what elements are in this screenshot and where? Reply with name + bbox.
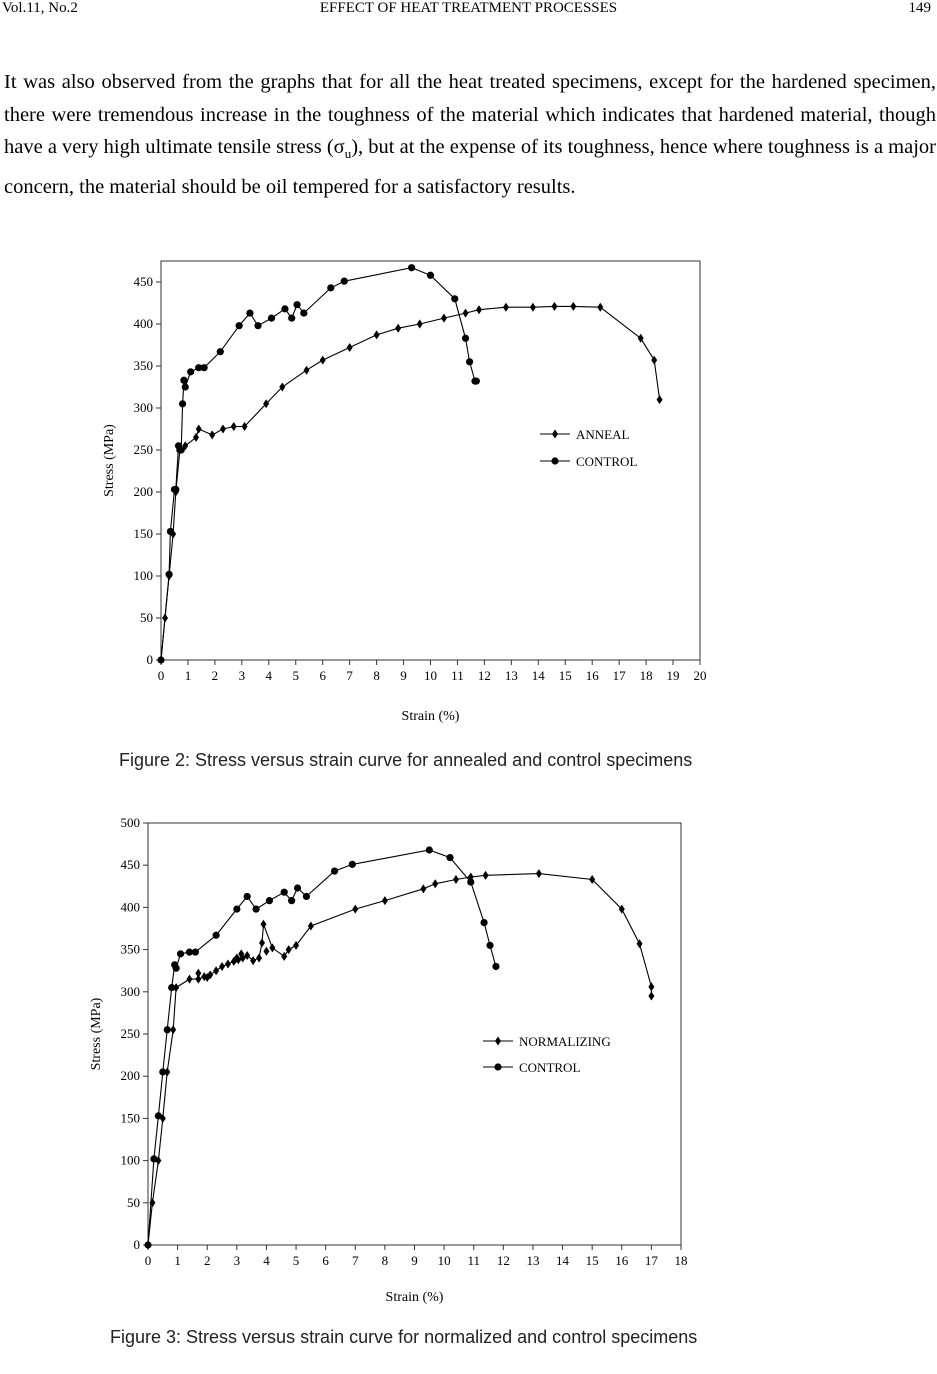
x-tick-label: 1 (174, 1253, 181, 1268)
x-tick-label: 13 (526, 1253, 540, 1268)
y-tick-label: 100 (133, 568, 153, 583)
data-point (225, 959, 231, 968)
x-tick-label: 5 (292, 1253, 300, 1268)
data-point (263, 947, 269, 956)
data-point (483, 871, 489, 880)
data-point (395, 324, 401, 333)
legend-label: CONTROL (576, 454, 638, 469)
x-tick-label: 18 (674, 1253, 688, 1268)
x-tick-label: 18 (639, 668, 653, 683)
data-point (347, 343, 353, 352)
data-point (244, 893, 251, 900)
data-point (252, 905, 259, 912)
legend-label: NORMALIZING (519, 1034, 611, 1049)
data-point (186, 975, 192, 984)
data-point (427, 272, 434, 279)
x-tick-label: 17 (612, 668, 626, 683)
x-tick-label: 14 (556, 1253, 570, 1268)
data-point (195, 969, 201, 978)
x-axis-label: Strain (%) (401, 709, 460, 724)
y-tick-label: 100 (120, 1152, 140, 1168)
data-point (441, 314, 447, 323)
data-point (476, 305, 482, 314)
x-tick-label: 5 (292, 668, 299, 683)
data-point (213, 966, 219, 975)
data-point (236, 322, 243, 329)
data-point (192, 949, 199, 956)
data-point (269, 943, 275, 952)
x-tick-label: 14 (531, 668, 545, 683)
y-tick-label: 50 (127, 1194, 140, 1210)
figure-3-chart (0, 810, 937, 1320)
y-tick-label: 350 (120, 941, 140, 957)
data-point (231, 422, 237, 431)
data-point (570, 302, 576, 311)
x-tick-label: 15 (585, 1253, 599, 1268)
y-tick-label: 200 (133, 484, 153, 499)
data-point (349, 861, 356, 868)
series-line-control (161, 268, 476, 660)
y-axis-label: Stress (MPa) (102, 424, 117, 497)
paragraph-text-2: ), but at the expense of its toughness, hence where toughness is a major concern, the material should be oil tempered for a satisfactory results. (4, 136, 936, 198)
x-tick-label: 0 (157, 668, 165, 683)
data-point (201, 364, 208, 371)
data-point (473, 378, 480, 385)
data-point (293, 301, 300, 308)
x-tick-label: 2 (203, 1253, 211, 1268)
series-line-anneal (161, 306, 660, 660)
y-tick-label: 250 (133, 442, 153, 457)
body-paragraph (4, 66, 936, 203)
data-point (179, 400, 186, 407)
data-point (382, 896, 388, 905)
data-point (341, 278, 348, 285)
data-point (213, 932, 220, 939)
data-point (187, 368, 194, 375)
figure-2-caption: Figure 2: Stress versus strain curve for annealed and control specimens (119, 750, 693, 770)
data-point (170, 1025, 176, 1034)
x-tick-label: 2 (211, 668, 219, 683)
y-tick-label: 0 (133, 1237, 140, 1252)
x-tick-label: 7 (346, 668, 353, 683)
data-point (288, 897, 295, 904)
x-tick-label: 6 (322, 1253, 329, 1268)
x-tick-label: 16 (585, 668, 599, 683)
y-tick-label: 50 (140, 610, 153, 625)
y-tick-label: 500 (120, 815, 140, 830)
data-point (453, 875, 459, 884)
page-number: 149 (908, 0, 931, 16)
running-title: EFFECT OF HEAT TREATMENT PROCESSES (319, 0, 618, 16)
figure-2-chart (0, 250, 937, 750)
y-tick-label: 300 (133, 400, 153, 415)
x-tick-label: 8 (381, 1253, 389, 1268)
data-point (233, 905, 240, 912)
data-point (417, 320, 423, 329)
series-control (144, 846, 499, 1248)
legend-marker (494, 1063, 501, 1070)
data-point (486, 942, 493, 949)
y-tick-label: 400 (133, 316, 153, 331)
data-point (167, 528, 174, 535)
data-point (451, 295, 458, 302)
data-point (193, 433, 199, 442)
x-tick-label: 17 (644, 1253, 658, 1268)
y-tick-label: 150 (133, 526, 153, 541)
data-point (250, 956, 256, 965)
data-point (157, 656, 164, 663)
series-line-control (148, 850, 496, 1245)
y-tick-label: 450 (120, 857, 140, 873)
y-tick-label: 400 (120, 899, 140, 915)
x-tick-label: 9 (411, 1253, 418, 1268)
data-point (266, 897, 273, 904)
data-point (589, 875, 595, 884)
data-point (462, 335, 469, 342)
y-tick-label: 200 (120, 1068, 140, 1084)
y-tick-label: 150 (120, 1110, 140, 1126)
data-point (165, 571, 172, 578)
data-point (432, 879, 438, 888)
data-point (503, 303, 509, 312)
data-point (182, 383, 189, 390)
x-tick-label: 19 (666, 668, 680, 683)
legend-marker (552, 430, 558, 439)
data-point (597, 303, 603, 312)
x-tick-label: 7 (352, 1253, 359, 1268)
data-point (172, 486, 179, 493)
x-tick-label: 1 (184, 668, 192, 683)
data-point (178, 446, 185, 453)
data-point (219, 962, 225, 971)
data-point (304, 366, 310, 375)
data-point (480, 919, 487, 926)
data-point (426, 846, 433, 853)
x-tick-label: 16 (615, 1253, 629, 1268)
x-axis-label: Strain (%) (385, 1290, 444, 1305)
data-point (159, 1068, 166, 1075)
x-tick-label: 12 (477, 668, 491, 683)
x-tick-label: 13 (504, 668, 518, 683)
x-tick-label: 9 (400, 668, 407, 683)
y-tick-label: 0 (146, 652, 153, 667)
data-point (168, 984, 175, 991)
x-tick-label: 15 (558, 668, 572, 683)
x-tick-label: 4 (263, 1253, 270, 1268)
data-point (256, 954, 262, 963)
sigma-subscript: u (344, 146, 352, 162)
data-point (209, 430, 215, 439)
y-tick-label: 350 (133, 358, 153, 373)
data-point (177, 950, 184, 957)
x-tick-label: 12 (496, 1253, 510, 1268)
x-tick-label: 0 (144, 1253, 152, 1268)
figure-3-caption: Figure 3: Stress versus strain curve for normalized and control specimens (110, 1327, 698, 1347)
x-tick-label: 6 (319, 668, 326, 683)
y-axis-label: Stress (MPa) (89, 997, 104, 1071)
data-point (467, 878, 474, 885)
y-tick-label: 250 (120, 1026, 140, 1041)
data-point (288, 315, 295, 322)
series-anneal (158, 302, 663, 665)
data-point (466, 358, 473, 365)
data-point (180, 377, 187, 384)
data-point (279, 383, 285, 392)
data-point (263, 399, 269, 408)
data-point (150, 1155, 157, 1162)
data-point (242, 422, 248, 431)
data-point (164, 1026, 171, 1033)
data-point (463, 309, 469, 318)
data-point (155, 1112, 162, 1119)
data-point (144, 1241, 151, 1248)
data-point (492, 963, 499, 970)
data-point (648, 992, 654, 1001)
x-tick-label: 3 (238, 668, 246, 683)
data-point (331, 868, 338, 875)
x-tick-label: 10 (424, 668, 437, 683)
data-point (196, 425, 202, 434)
page-header (0, 0, 937, 20)
data-point (217, 348, 224, 355)
data-point (648, 982, 654, 991)
data-point (173, 965, 180, 972)
x-tick-label: 20 (693, 668, 707, 683)
x-tick-label: 8 (373, 668, 380, 683)
data-point (320, 356, 326, 365)
data-point (268, 315, 275, 322)
data-point (446, 854, 453, 861)
data-point (420, 884, 426, 893)
data-point (530, 303, 536, 312)
data-point (374, 330, 380, 339)
data-point (657, 395, 663, 404)
data-point (260, 920, 266, 929)
x-tick-label: 4 (265, 668, 273, 683)
data-point (408, 264, 415, 271)
data-point (281, 305, 288, 312)
data-point (294, 884, 301, 891)
legend-label: ANNEAL (576, 427, 630, 442)
data-point (281, 889, 288, 896)
legend-label: CONTROL (519, 1060, 581, 1075)
series-control (157, 264, 480, 663)
data-point (220, 425, 226, 434)
journal-volume: Vol.11, No.2 (2, 0, 78, 16)
data-point (327, 284, 334, 291)
paragraph-text-1: It was also observed from the graphs that for all the heat treated specimens, except for the hardened specimen, there were tremendous increase in the toughness of the material which indicates that hardened material, though have a very high ultimate tensile stress (σ (4, 71, 936, 158)
data-point (259, 938, 265, 947)
legend-marker (551, 457, 558, 464)
x-tick-label: 11 (451, 668, 464, 683)
data-point (536, 869, 542, 878)
data-point (300, 309, 307, 316)
x-tick-label: 3 (233, 1253, 241, 1268)
data-point (551, 302, 557, 311)
data-point (303, 893, 310, 900)
legend-marker (495, 1037, 501, 1046)
x-tick-label: 11 (467, 1253, 480, 1268)
x-tick-label: 10 (437, 1253, 451, 1268)
data-point (246, 309, 253, 316)
y-tick-label: 450 (133, 274, 153, 289)
data-point (254, 322, 261, 329)
y-tick-label: 300 (120, 983, 140, 999)
data-point (352, 905, 358, 914)
